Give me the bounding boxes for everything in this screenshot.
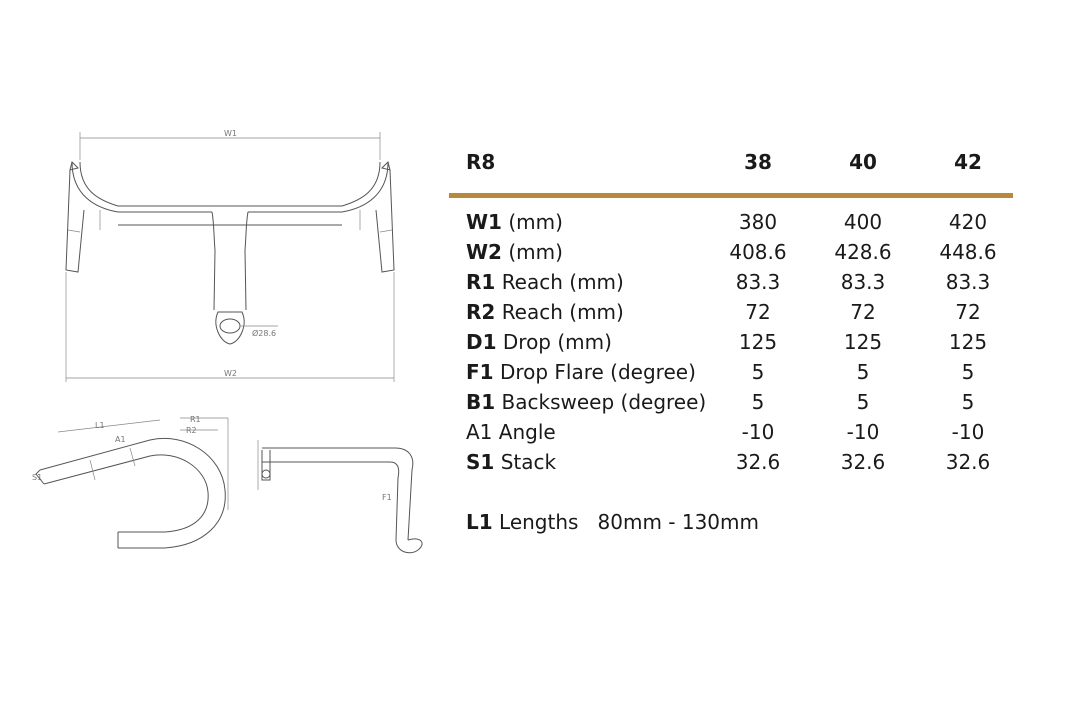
cell-value: -10 [741,420,775,444]
table-row [466,390,1012,420]
cell-value: 400 [843,210,883,234]
row-code: W2 [466,240,502,264]
cell-value: 5 [856,360,870,384]
cell-value: 428.6 [834,240,892,264]
lengths-label: Lengths [499,510,579,534]
cell-value: 32.6 [840,450,886,474]
table-row [466,420,1012,450]
l1-dim-label: L1 [95,421,105,430]
row-code: R1 [466,270,496,294]
size-header-38: 38 [744,150,772,174]
table-row [466,330,1012,360]
cell-value: 420 [948,210,988,234]
size-header-42: 42 [954,150,982,174]
stem-lengths-note [466,510,759,534]
cell-value: 72 [955,300,981,324]
row-code: D1 [466,330,497,354]
row-label: Backsweep (degree) [501,390,707,414]
front-view [66,129,394,382]
cell-value: 5 [961,390,975,414]
row-label: Drop (mm) [502,330,612,354]
cell-value: 380 [738,210,778,234]
row-code: F1 [466,360,494,384]
spec-rows [466,210,1012,480]
table-header [466,150,1012,180]
table-row [466,270,1012,300]
row-label: Reach (mm) [501,300,624,324]
cell-value: 125 [738,330,778,354]
row-code: W1 [466,210,502,234]
table-row [466,210,1012,240]
s1-dim-label: S1 [32,473,43,482]
r1-dim-label: R1 [190,415,201,424]
cell-value: 125 [843,330,883,354]
model-name: R8 [466,150,496,174]
row-code: B1 [466,390,496,414]
table-row [466,360,1012,390]
cell-value: 72 [850,300,876,324]
row-label: A1 Angle [466,420,556,444]
w2-dim-label: W2 [224,369,237,378]
row-label: (mm) [508,210,563,234]
row-code: R2 [466,300,496,324]
size-header-40: 40 [849,150,877,174]
row-label: Stack [500,450,557,474]
a1-dim-label: A1 [115,435,126,444]
cell-value: 408.6 [729,240,787,264]
header-divider [449,193,1013,198]
row-label: Drop Flare (degree) [499,360,696,384]
cell-value: 83.3 [735,270,781,294]
spec-table [466,150,1012,180]
table-row [466,300,1012,330]
cell-value: -10 [951,420,985,444]
cell-value: 83.3 [945,270,991,294]
side-view [32,415,228,548]
cell-value: 5 [751,360,765,384]
diameter-dim-label: Ø28.6 [252,329,277,338]
cell-value: 125 [948,330,988,354]
w1-dim-label: W1 [224,129,237,138]
cell-value: 83.3 [840,270,886,294]
table-row [466,240,1012,270]
row-label: Reach (mm) [501,270,624,294]
row-code: S1 [466,450,495,474]
handlebar-technical-drawing [0,0,450,721]
lengths-code: L1 [466,510,493,534]
cell-value: 72 [745,300,771,324]
cell-value: 448.6 [939,240,997,264]
cell-value: 5 [856,390,870,414]
cell-value: 32.6 [735,450,781,474]
cell-value: -10 [846,420,880,444]
cell-value: 5 [961,360,975,384]
table-row [466,450,1012,480]
lengths-value: 80mm - 130mm [597,510,759,534]
r2-dim-label: R2 [186,426,197,435]
top-view [258,440,422,553]
f1-dim-label: F1 [382,493,392,502]
cell-value: 5 [751,390,765,414]
row-label: (mm) [508,240,563,264]
cell-value: 32.6 [945,450,991,474]
